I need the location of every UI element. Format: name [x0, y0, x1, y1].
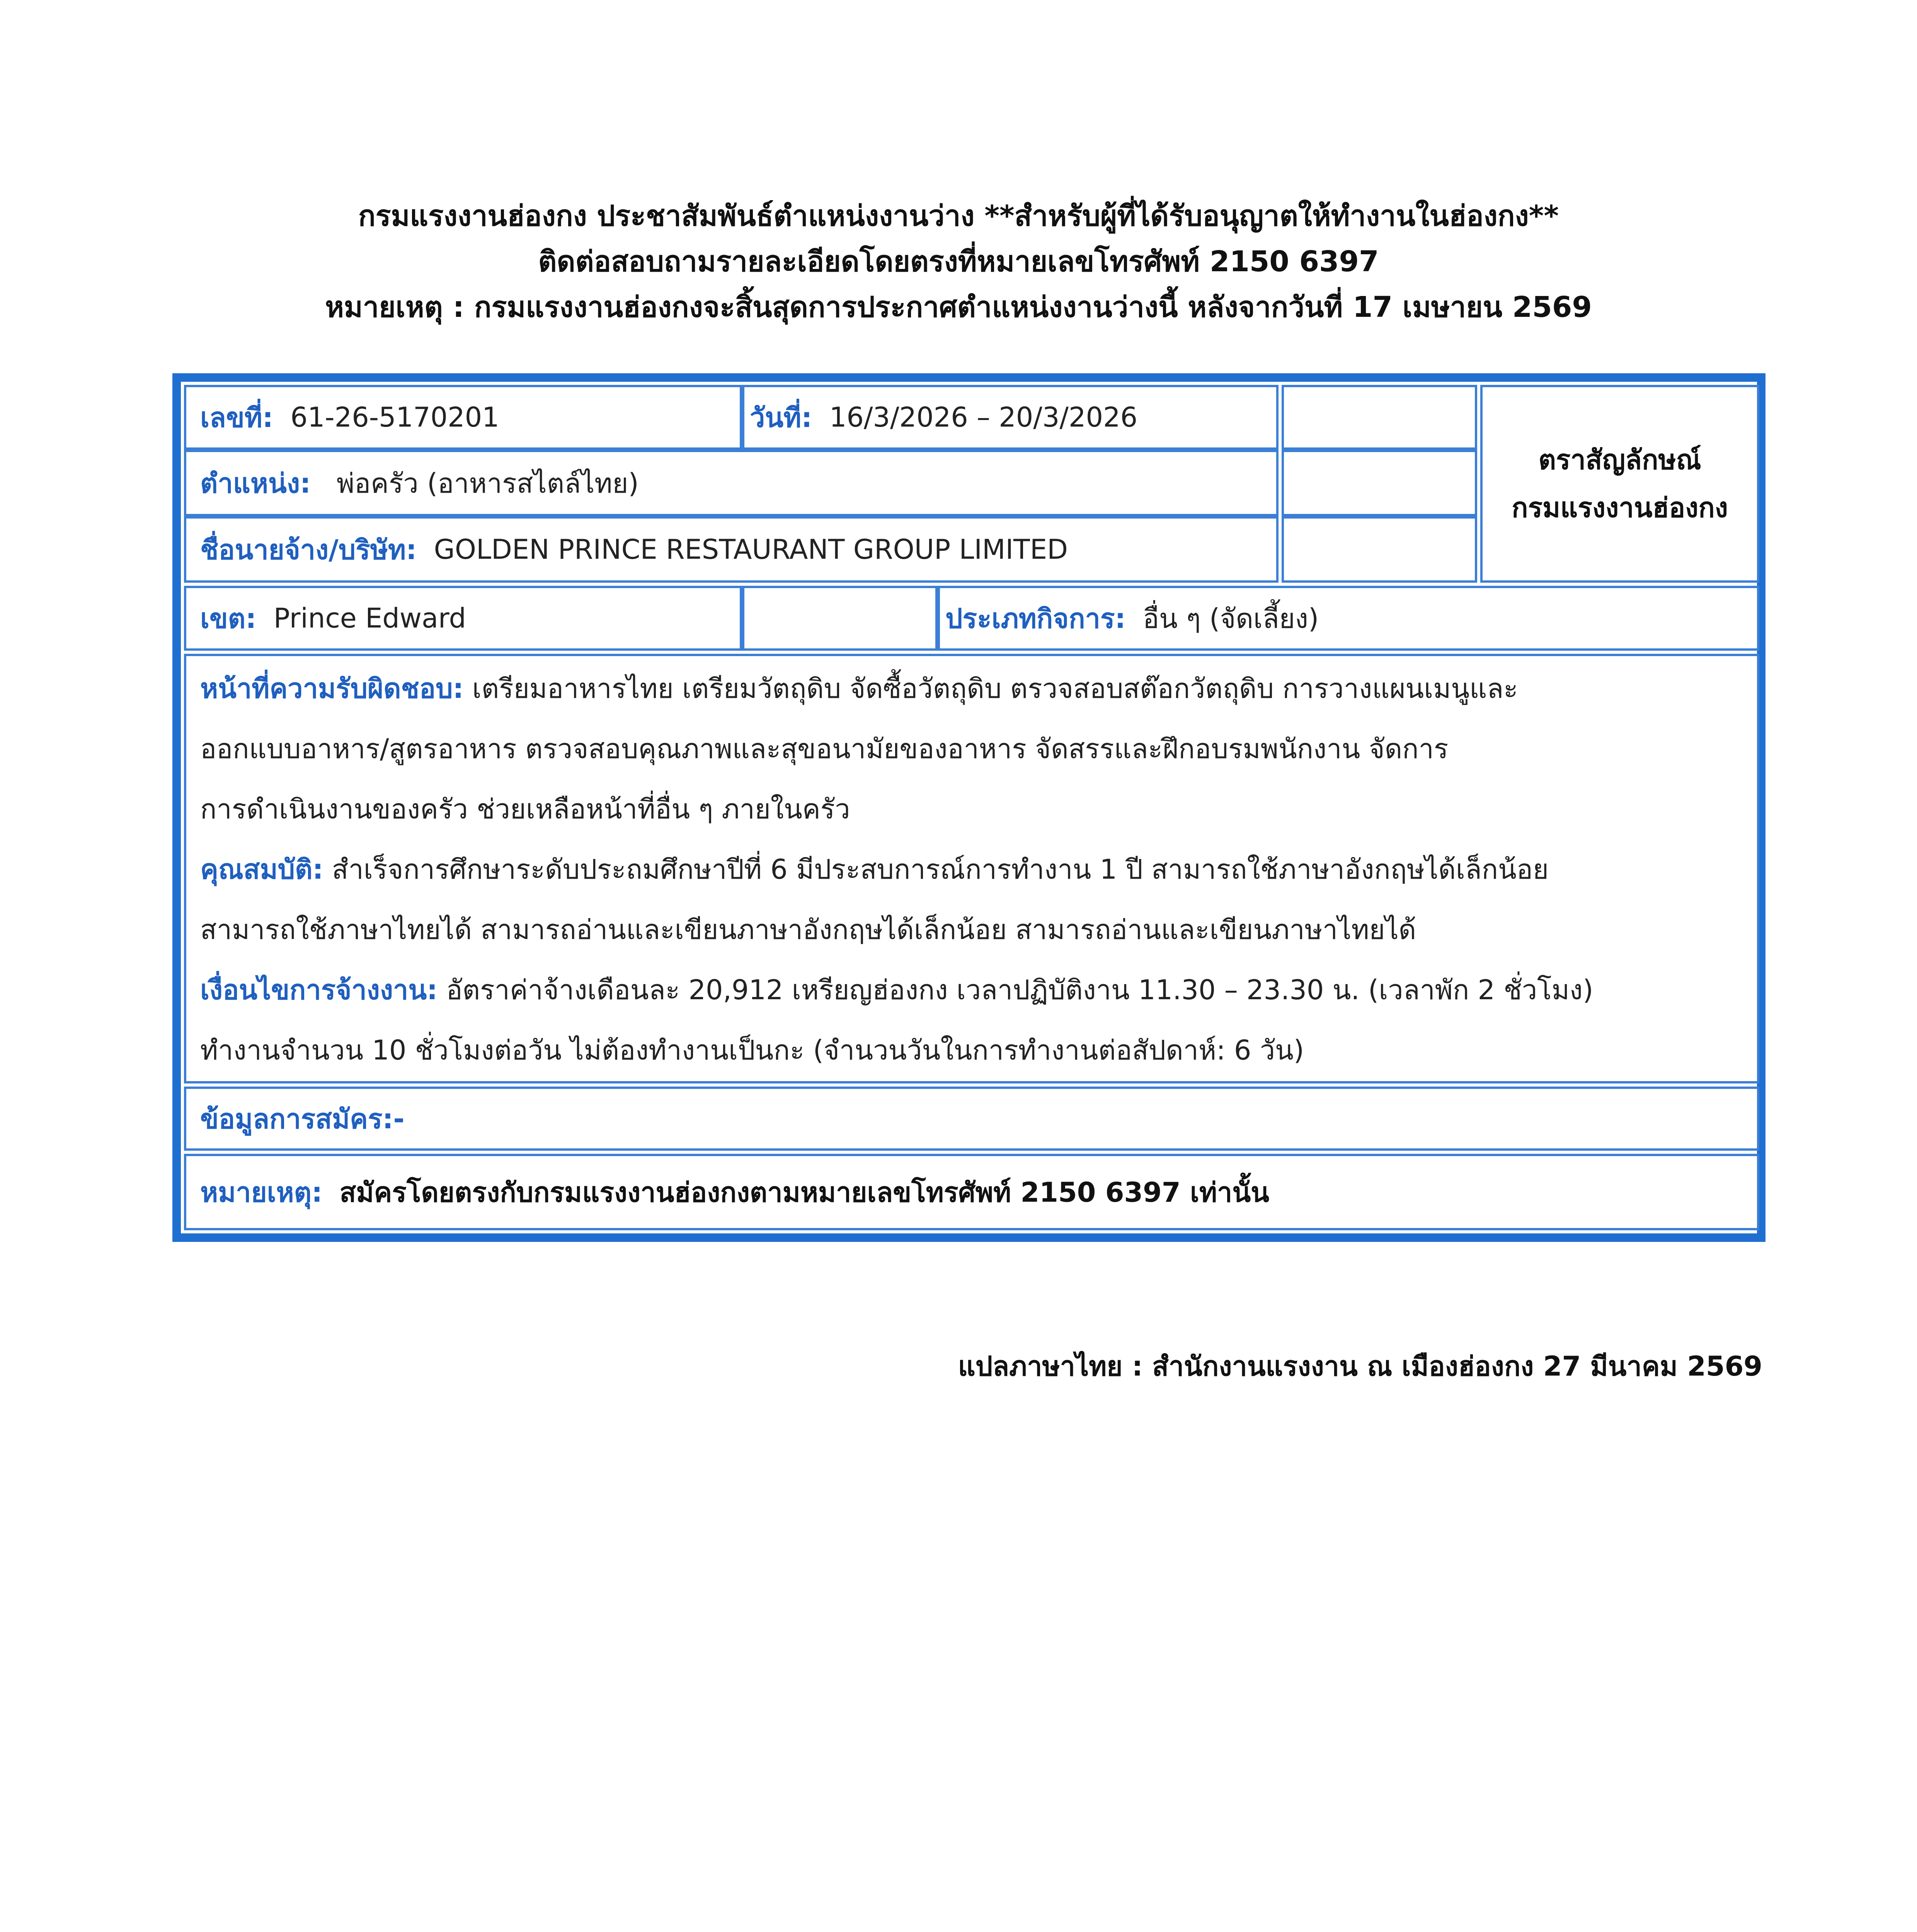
district-cell: [184, 586, 742, 651]
duties-label: หน้าที่ความรับผิดชอบ:: [200, 673, 464, 704]
header-note: หมายเหตุ : กรมแรงงานฮ่องกงจะสิ้นสุดการประกาศตำแหน่งงานว่างนี้ หลังจากวันที่ 17 เมษายน 2569: [325, 291, 1592, 324]
terms-line-2: ทำงานจำนวน 10 ชั่วโมงต่อวัน ไม่ต้องทำงานเป็นกะ (จำนวนวันในการทำงานต่อสัปดาห์: 6 วัน): [200, 1034, 1304, 1066]
emblem-line-2: กรมแรงงานฮ่องกง: [1512, 492, 1728, 524]
emblem-cell: [1480, 385, 1759, 583]
duties-line-1: หน้าที่ความรับผิดชอบ: เตรียมอาหารไทย เตรียมวัตถุดิบ จัดซื้อวัตถุดิบ ตรวจสอบสต๊อกวัตถุดิบ การวางแผนเมนูและ: [200, 673, 1518, 704]
translation-footer: แปลภาษาไทย : สำนักงานแรงงาน ณ เมืองฮ่องกง 27 มีนาคม 2569: [958, 1350, 1762, 1382]
details-cell: [184, 654, 1759, 1083]
business-type-cell: [938, 586, 1759, 651]
application-info-label: ข้อมูลการสมัคร:-: [200, 1103, 405, 1135]
emblem-line-1: ตราสัญลักษณ์: [1538, 444, 1701, 476]
number-value: 61-26-5170201: [290, 401, 499, 433]
qualification-label: คุณสมบัติ:: [200, 854, 323, 885]
job-vacancy-form: [172, 373, 1765, 1242]
qualification-line-1: คุณสมบัติ: สำเร็จการศึกษาระดับประถมศึกษาปีที่ 6 มีประสบการณ์การทำงาน 1 ปี สามารถใช้ภาษาอังกฤษได้เล็กน้อย: [200, 854, 1549, 885]
position-cell: [184, 450, 1279, 516]
duties-line-2: ออกแบบอาหาร/สูตรอาหาร ตรวจสอบคุณภาพและสุขอนามัยของอาหาร จัดสรรและฝึกอบรมพนักงาน จัดการ: [200, 733, 1449, 765]
number-cell: [184, 385, 742, 450]
header-contact: ติดต่อสอบถามรายละเอียดโดยตรงที่หมายเลขโทรศัพท์ 2150 6397: [538, 245, 1379, 278]
employer-value: GOLDEN PRINCE RESTAURANT GROUP LIMITED: [434, 534, 1068, 565]
district-label: เขต:: [200, 602, 257, 634]
district-value: Prince Edward: [273, 602, 466, 634]
business-type-label: ประเภทกิจการ:: [945, 602, 1126, 634]
blank-cell-3: [1282, 516, 1477, 583]
note-value: สมัครโดยตรงกับกรมแรงงานฮ่องกงตามหมายเลขโทรศัพท์ 2150 6397 เท่านั้น: [339, 1176, 1270, 1208]
note-cell: [184, 1154, 1759, 1230]
terms-line-1: เงื่อนไขการจ้างงาน: อัตราค่าจ้างเดือนละ 20,912 เหรียญฮ่องกง เวลาปฏิบัติงาน 11.30 – 23.30 น. (เวลาพัก 2 ชั่วโมง): [200, 974, 1594, 1006]
blank-cell-2: [1282, 450, 1477, 516]
position-value: พ่อครัว (อาหารสไตล์ไทย): [336, 467, 639, 499]
announcement-header: [0, 193, 1917, 330]
qualification-line-2: สามารถใช้ภาษาไทยได้ สามารถอ่านและเขียนภาษาอังกฤษได้เล็กน้อย สามารถอ่านและเขียนภาษาไทยได้: [200, 914, 1416, 946]
blank-cell-4: [742, 586, 938, 651]
note-label: หมายเหตุ:: [200, 1176, 323, 1208]
employer-label: ชื่อนายจ้าง/บริษัท:: [200, 534, 417, 566]
terms-label: เงื่อนไขการจ้างงาน:: [200, 974, 438, 1006]
business-type-value: อื่น ๆ (จัดเลี้ยง): [1143, 602, 1319, 634]
duties-line-3: การดำเนินงานของครัว ช่วยเหลือหน้าที่อื่น ๆ ภายในครัว: [200, 793, 850, 825]
date-value: 16/3/2026 – 20/3/2026: [829, 401, 1138, 433]
employer-cell: [184, 516, 1279, 583]
number-label: เลขที่:: [200, 401, 273, 434]
header-title: กรมแรงงานฮ่องกง ประชาสัมพันธ์ตำแหน่งงานว่าง **สำหรับผู้ที่ได้รับอนุญาตให้ทำงานในฮ่องกง**: [358, 199, 1559, 233]
blank-cell-1: [1282, 385, 1477, 450]
date-cell: [742, 385, 1279, 450]
application-info-cell: [184, 1087, 1759, 1151]
date-label: วันที่:: [750, 401, 812, 434]
position-label: ตำแหน่ง:: [200, 467, 311, 499]
